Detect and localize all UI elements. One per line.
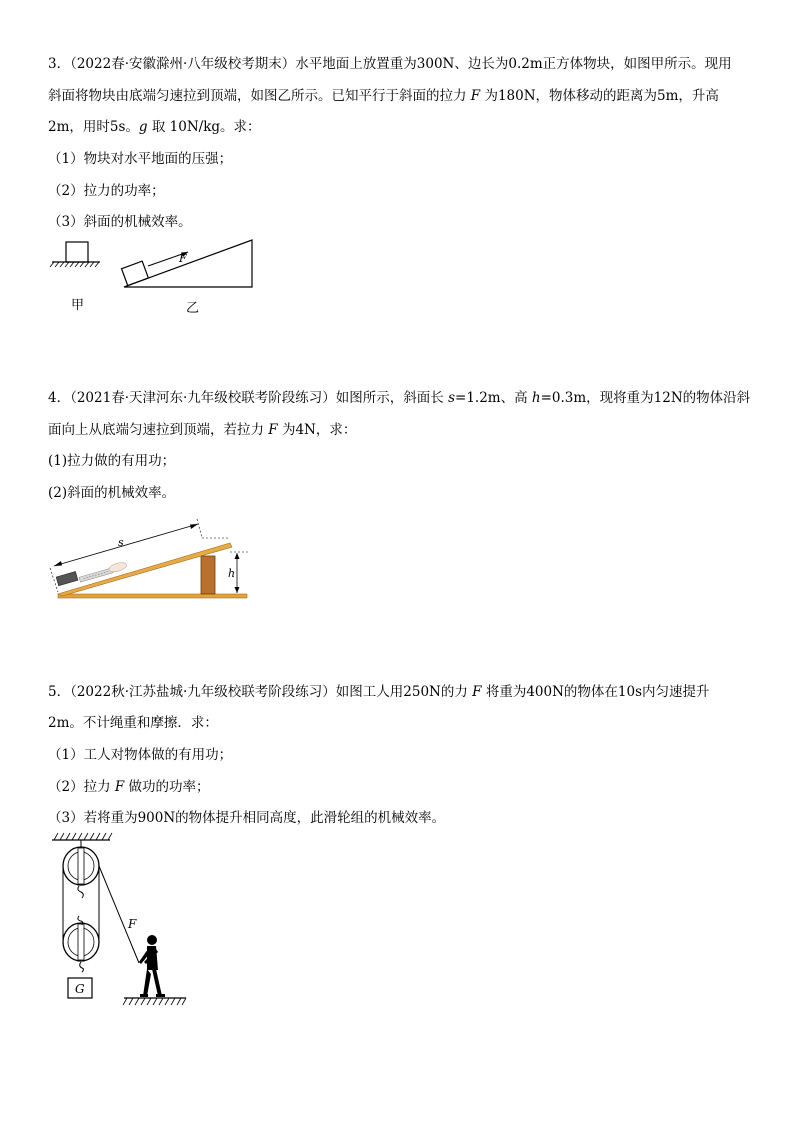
base-board	[58, 594, 247, 598]
label-yi: 乙	[186, 301, 200, 316]
q4-line-1: 4．（2021春·天津河东·九年级校联考阶段练习）如图所示，斜面长 s=1.2m、高 h=0.3m，现将重为12N的物体沿斜	[48, 390, 751, 406]
q3-sub-1: （1）物块对水平地面的压强；	[48, 151, 233, 167]
q4-sub-1: (1)拉力做的有用功；	[48, 453, 176, 469]
q3-line-1: 3．（2022春·安徽滁州·八年级校考期末）水平地面上放置重为300N、边长为0.2m正方体物块，如图甲所示。现用	[48, 56, 732, 72]
q3-sub-3: （3）斜面的机械效率。	[48, 214, 192, 230]
q4-line-2: 面向上从底端匀速拉到顶端，若拉力 F 为4N，求：	[48, 422, 357, 438]
s-dash-right	[197, 519, 202, 538]
q4-sub-2: (2)斜面的机械效率。	[48, 485, 176, 501]
movable-pulley-bottom-hook	[80, 962, 84, 972]
q5-line-1: 5．（2022秋·江苏盐城·九年级校联考阶段练习）如图工人用250N的力 F 将重为400N的物体在10s内匀速提升	[48, 684, 710, 700]
label-G: G	[75, 982, 85, 996]
q3-line-3: 2m，用时5s。g 取 10N/kg。求：	[48, 119, 261, 135]
wooden-block	[201, 556, 215, 594]
cube-block	[66, 242, 88, 262]
label-F: F	[179, 252, 187, 265]
q5-sub-3: （3）若将重为900N的物体提升相同高度，此滑轮组的机械效率。	[48, 810, 446, 826]
fixed-pulley-frame	[78, 848, 84, 884]
s-arrowhead-right	[190, 524, 198, 529]
q5-line-2: 2m。不计绳重和摩擦．求：	[48, 715, 218, 731]
q5-sub-2: （2）拉力 F 做功的功率；	[48, 779, 210, 795]
label-s: s	[118, 536, 124, 549]
ground-hatch	[50, 262, 99, 267]
h-arrowhead-top	[235, 553, 240, 559]
floor-hatch	[123, 998, 186, 1005]
h-arrowhead-bottom	[235, 587, 240, 593]
q5-sub-1: （1）工人对物体做的有用功；	[48, 747, 233, 763]
label-F: F	[128, 917, 137, 931]
q3-sub-2: （2）拉力的功率；	[48, 183, 165, 199]
movable-pulley-frame	[78, 924, 84, 960]
worker-icon	[139, 935, 165, 997]
object-block	[56, 572, 78, 586]
fixed-pulley-hook	[78, 886, 83, 898]
label-h: h	[228, 567, 236, 580]
s-arrowhead-left	[54, 561, 62, 566]
q4-figure	[44, 510, 254, 602]
rope-pull	[99, 866, 139, 963]
q3-figure	[48, 236, 268, 316]
incline-block	[122, 261, 149, 285]
q3-line-2: 斜面将物块由底端匀速拉到顶端，如图乙所示。已知平行于斜面的拉力 F 为180N，物体移动的距离为5m，升高	[48, 88, 719, 104]
q5-figure	[44, 828, 204, 1012]
ceiling-hatch	[54, 833, 112, 840]
label-jia: 甲	[71, 298, 85, 313]
